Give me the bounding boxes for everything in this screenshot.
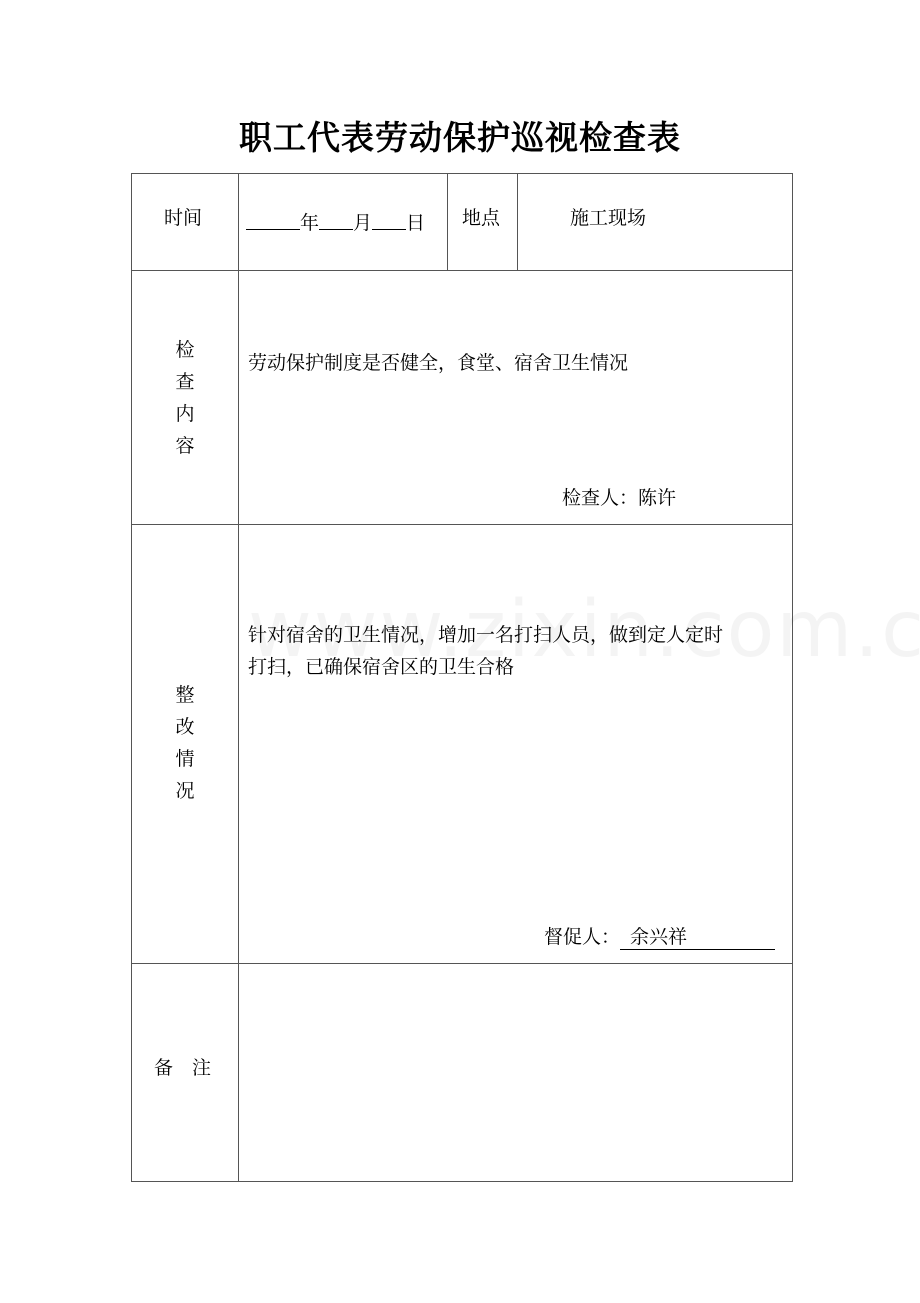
time-label: 时间 (164, 207, 203, 229)
location-value: 施工现场 (570, 207, 647, 229)
year-suffix: 年 (300, 212, 320, 234)
rectification-line: 针对宿舍的卫生情况，增加一名打扫人员，做到定人定时 (248, 624, 724, 646)
document-title: 职工代表劳动保护巡视检查表 (239, 118, 681, 157)
inspection-form (131, 173, 793, 1182)
supervisor-name[interactable]: 余兴祥 (620, 925, 775, 950)
remarks-field[interactable] (239, 964, 792, 1181)
row-divider (132, 270, 792, 271)
label-char: 改 (175, 716, 195, 738)
day-blank[interactable] (372, 209, 406, 230)
watermark (248, 585, 920, 675)
supervisor-signature (544, 921, 775, 953)
month-blank[interactable] (319, 209, 353, 230)
rectification-label (132, 679, 238, 807)
label-char: 容 (175, 435, 195, 457)
inspector-name: 陈许 (638, 487, 677, 509)
date-field[interactable] (246, 209, 425, 233)
month-suffix: 月 (353, 212, 373, 234)
label-char: 况 (175, 780, 195, 802)
location-label: 地点 (462, 207, 501, 229)
remarks-label: 备 注 (154, 1057, 212, 1079)
column-divider (447, 174, 448, 270)
label-char: 内 (175, 403, 195, 425)
inspection-content-text: 劳动保护制度是否健全，食堂、宿舍卫生情况 (248, 352, 629, 374)
column-divider (517, 174, 518, 270)
inspection-content-label (132, 334, 238, 462)
label-char: 情 (175, 748, 195, 770)
label-char: 查 (175, 371, 195, 393)
label-char: 整 (175, 684, 195, 706)
rectification-line: 打扫，已确保宿舍区的卫生合格 (248, 656, 515, 678)
year-blank[interactable] (246, 209, 300, 230)
day-suffix: 日 (406, 212, 426, 234)
row-divider (132, 524, 792, 525)
label-char: 检 (175, 339, 195, 361)
supervisor-label: 督促人： (544, 926, 621, 948)
inspector-signature (562, 482, 676, 514)
inspector-label: 检查人： (562, 487, 639, 509)
